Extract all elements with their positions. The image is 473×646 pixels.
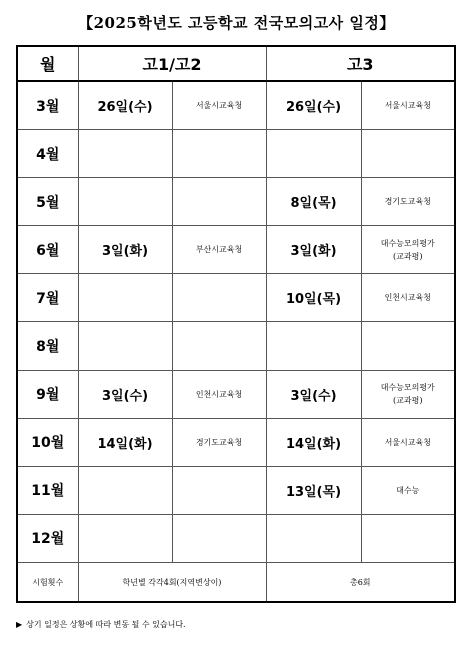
grade-1-2-organizer-cell xyxy=(172,466,266,514)
table-row xyxy=(17,178,455,226)
grade-1-2-date-cell xyxy=(78,274,172,322)
table-row xyxy=(17,226,455,274)
month-cell: 6월 xyxy=(17,226,78,274)
grade-1-2-date-cell: 26일(수) xyxy=(78,81,172,130)
grade-1-2-date-cell xyxy=(78,130,172,178)
grade-3-organizer-cell: 대수능모의평가 (교과평) xyxy=(361,370,455,418)
grade-3-date-cell: 3일(수) xyxy=(266,370,361,418)
grade-1-2-organizer-cell xyxy=(172,130,266,178)
table-row xyxy=(17,370,455,418)
grade-1-2-organizer-cell xyxy=(172,274,266,322)
grade-3-organizer-cell: 서울시교육청 xyxy=(361,81,455,130)
table-row xyxy=(17,81,455,130)
header-grade-1-2: 고1/고2 xyxy=(78,46,266,81)
exam-schedule-table xyxy=(16,45,456,603)
grade-3-organizer-cell: 대수능모의평가 (교과평) xyxy=(361,226,455,274)
grade-3-date-cell: 14일(화) xyxy=(266,418,361,466)
table-row xyxy=(17,130,455,178)
grade-3-date-cell: 8일(목) xyxy=(266,178,361,226)
grade-3-date-cell: 13일(목) xyxy=(266,466,361,514)
table-row xyxy=(17,322,455,370)
footer-row xyxy=(17,563,455,603)
grade-3-organizer-cell xyxy=(361,322,455,370)
grade-1-2-organizer-cell: 인천시교육청 xyxy=(172,370,266,418)
grade-1-2-date-cell xyxy=(78,322,172,370)
grade-1-2-date-cell: 3일(화) xyxy=(78,226,172,274)
grade-3-organizer-cell: 경기도교육청 xyxy=(361,178,455,226)
month-cell: 8월 xyxy=(17,322,78,370)
header-grade-3: 고3 xyxy=(266,46,455,81)
grade-1-2-date-cell: 3일(수) xyxy=(78,370,172,418)
footnote xyxy=(16,619,186,630)
header-row xyxy=(17,46,455,81)
grade-1-2-date-cell xyxy=(78,466,172,514)
grade-1-2-organizer-cell xyxy=(172,178,266,226)
footer-label: 시험횟수 xyxy=(17,563,78,603)
footer-grade-3-count: 총6회 xyxy=(266,563,455,603)
grade-3-organizer-cell: 대수능 xyxy=(361,466,455,514)
month-cell: 11월 xyxy=(17,466,78,514)
grade-3-organizer-cell: 서울시교육청 xyxy=(361,418,455,466)
grade-3-organizer-cell xyxy=(361,130,455,178)
triangle-right-icon: ▶ xyxy=(16,620,23,629)
grade-1-2-organizer-cell xyxy=(172,514,266,562)
month-cell: 4월 xyxy=(17,130,78,178)
grade-1-2-organizer-cell: 경기도교육청 xyxy=(172,418,266,466)
grade-1-2-date-cell xyxy=(78,178,172,226)
grade-3-date-cell xyxy=(266,514,361,562)
grade-3-date-cell: 10일(목) xyxy=(266,274,361,322)
month-cell: 10월 xyxy=(17,418,78,466)
month-cell: 9월 xyxy=(17,370,78,418)
month-cell: 5월 xyxy=(17,178,78,226)
grade-3-organizer-cell xyxy=(361,514,455,562)
month-cell: 7월 xyxy=(17,274,78,322)
table-row xyxy=(17,514,455,562)
grade-1-2-organizer-cell xyxy=(172,322,266,370)
grade-3-date-cell: 26일(수) xyxy=(266,81,361,130)
grade-3-date-cell: 3일(화) xyxy=(266,226,361,274)
table-row xyxy=(17,418,455,466)
page-title: 【2025학년도 고등학교 전국모의고사 일정】 xyxy=(78,14,395,32)
grade-1-2-organizer-cell: 서울시교육청 xyxy=(172,81,266,130)
footnote-text: 상기 일정은 상황에 따라 변동 될 수 있습니다. xyxy=(26,620,186,629)
footer-grade-1-2-count: 학년별 각각4회(지역변상이) xyxy=(78,563,266,603)
table-row xyxy=(17,274,455,322)
table-row xyxy=(17,466,455,514)
grade-1-2-date-cell xyxy=(78,514,172,562)
grade-1-2-date-cell: 14일(화) xyxy=(78,418,172,466)
grade-1-2-organizer-cell: 부산시교육청 xyxy=(172,226,266,274)
header-month: 월 xyxy=(17,46,78,81)
grade-3-organizer-cell: 인천시교육청 xyxy=(361,274,455,322)
grade-3-date-cell xyxy=(266,130,361,178)
grade-3-date-cell xyxy=(266,322,361,370)
month-cell: 3월 xyxy=(17,81,78,130)
month-cell: 12월 xyxy=(17,514,78,562)
